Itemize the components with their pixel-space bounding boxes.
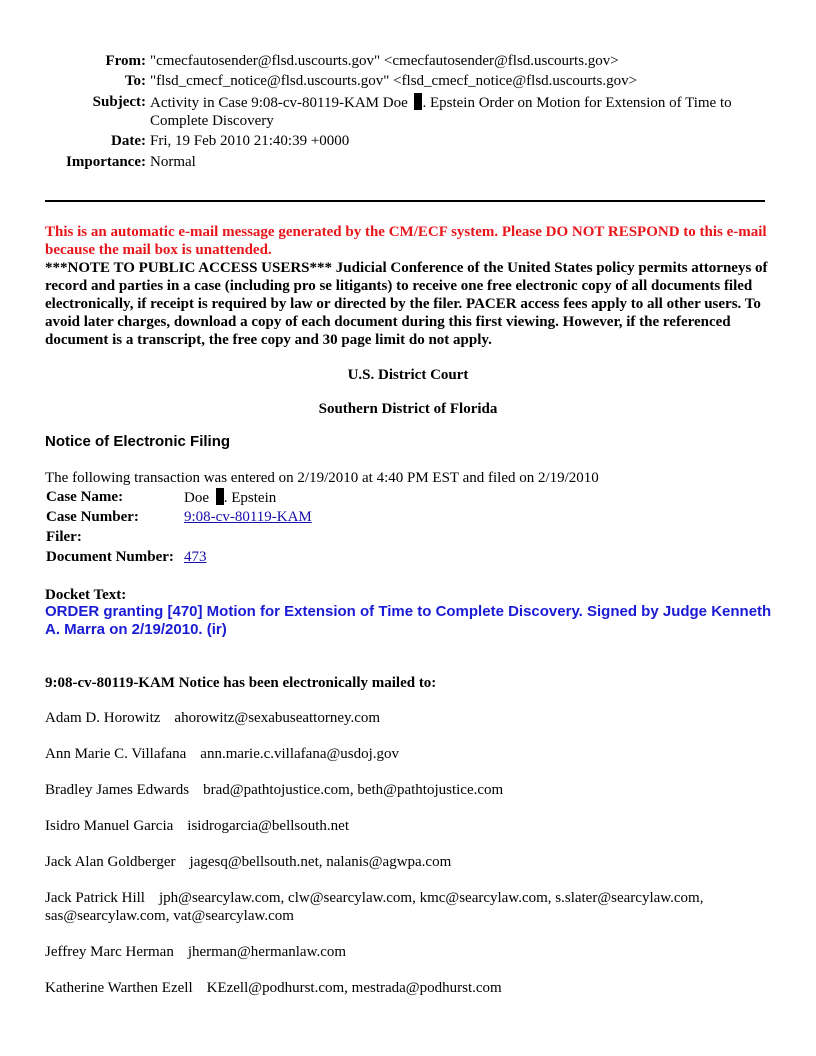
- docket-text-label: Docket Text:: [45, 587, 127, 603]
- case-number-link[interactable]: 9:08-cv-80119-KAM: [184, 509, 312, 525]
- case-name-part2: . Epstein: [223, 490, 277, 506]
- subject-text-part1: Activity in Case 9:08-cv-80119-KAM Doe: [150, 95, 408, 111]
- recipient-item: [45, 781, 775, 799]
- recipient-item: [45, 817, 775, 835]
- redaction-box: [216, 488, 224, 505]
- header-date-row: [40, 132, 770, 150]
- recipient-item: [45, 889, 775, 925]
- court-name: U.S. District Court: [347, 367, 469, 383]
- filer-row: [46, 528, 312, 548]
- case-info-table: [46, 488, 312, 568]
- recipient-emails: jherman@hermanlaw.com: [187, 944, 347, 960]
- transaction-text: The following transaction was entered on 2/19/2010 at 4:40 PM EST and filed on 2/19/2010: [45, 470, 599, 486]
- subject-value: [150, 93, 770, 130]
- to-value: "flsd_cmecf_notice@flsd.uscourts.gov" <flsd_cmecf_notice@flsd.uscourts.gov>: [150, 73, 638, 89]
- case-number-label: Case Number:: [46, 509, 139, 525]
- header-from-row: [40, 52, 770, 70]
- document-number-label: Document Number:: [46, 549, 174, 565]
- document-number-link[interactable]: 473: [184, 549, 207, 565]
- recipient-list: [45, 709, 775, 1015]
- case-number-row: [46, 508, 312, 528]
- document-number-row: [46, 548, 312, 568]
- recipient-name: Adam D. Horowitz: [45, 710, 161, 726]
- subject-label: Subject:: [92, 94, 146, 110]
- recipient-name: Katherine Warthen Ezell: [45, 980, 193, 996]
- importance-label: Importance:: [66, 154, 146, 170]
- case-name-label: Case Name:: [46, 489, 124, 505]
- recipient-name: Ann Marie C. Villafana: [45, 746, 187, 762]
- recipient-item: [45, 709, 775, 727]
- email-header: [40, 52, 770, 171]
- court-district: Southern District of Florida: [318, 401, 498, 417]
- recipient-name: Jack Patrick Hill: [45, 890, 145, 906]
- filer-label: Filer:: [46, 529, 82, 545]
- recipient-item: [45, 943, 775, 961]
- from-value: "cmecfautosender@flsd.uscourts.gov" <cmecfautosender@flsd.uscourts.gov>: [150, 53, 619, 69]
- auto-email-warning: This is an automatic e-mail message generated by the CM/ECF system. Please DO NOT RESPOND to this e-mail because the mail box is unattended.: [45, 224, 767, 258]
- public-access-note: ***NOTE TO PUBLIC ACCESS USERS*** Judicial Conference of the United States policy permits attorneys of record and parties in a case (including pro se litigants) to receive one free electronic copy of all documents filed electronically, if receipt is required by law or directed by the filer. PACER access fees apply to all other users. To avoid later charges, download a copy of each document during this first viewing. However, if the referenced document is a transcript, the free copy and 30 page limit do not apply.: [45, 260, 768, 348]
- date-value: Fri, 19 Feb 2010 21:40:39 +0000: [150, 133, 350, 149]
- recipient-emails: jph@searcylaw.com, clw@searcylaw.com, kmc@searcylaw.com, s.slater@searcylaw.com, sas@searcylaw.com, vat@searcylaw.com: [45, 890, 704, 924]
- nef-title: Notice of Electronic Filing: [45, 433, 231, 450]
- importance-value: Normal: [150, 154, 196, 170]
- mailed-to-header: 9:08-cv-80119-KAM Notice has been electronically mailed to:: [45, 675, 437, 691]
- date-label: Date:: [111, 133, 146, 149]
- recipient-name: Isidro Manuel Garcia: [45, 818, 174, 834]
- recipient-emails: KEzell@podhurst.com, mestrada@podhurst.com: [206, 980, 502, 996]
- from-label: From:: [105, 53, 146, 69]
- docket-text: ORDER granting [470] Motion for Extension of Time to Complete Discovery. Signed by Judge Kenneth A. Marra on 2/19/2010. (ir): [45, 603, 772, 638]
- to-label: To:: [124, 73, 146, 89]
- recipient-item: [45, 745, 775, 763]
- header-importance-row: [40, 153, 770, 171]
- header-to-row: [40, 72, 770, 90]
- case-name-row: [46, 488, 312, 508]
- subject-text-part2: . Epstein Order on Motion for Extension of Time to Complete Discovery: [150, 95, 732, 129]
- recipient-item: [45, 979, 775, 997]
- recipient-name: Jeffrey Marc Herman: [45, 944, 174, 960]
- header-subject-row: [40, 93, 770, 130]
- recipient-emails: ann.marie.c.villafana@usdoj.gov: [200, 746, 400, 762]
- recipient-emails: jagesq@bellsouth.net, nalanis@agwpa.com: [189, 854, 452, 870]
- header-divider: [45, 200, 765, 202]
- recipient-emails: isidrogarcia@bellsouth.net: [187, 818, 349, 834]
- case-name-part1: Doe: [184, 490, 209, 506]
- recipient-name: Jack Alan Goldberger: [45, 854, 176, 870]
- recipient-emails: ahorowitz@sexabuseattorney.com: [174, 710, 381, 726]
- case-name-value: [184, 488, 312, 507]
- recipient-emails: brad@pathtojustice.com, beth@pathtojustice.com: [203, 782, 504, 798]
- recipient-item: [45, 853, 775, 871]
- recipient-name: Bradley James Edwards: [45, 782, 190, 798]
